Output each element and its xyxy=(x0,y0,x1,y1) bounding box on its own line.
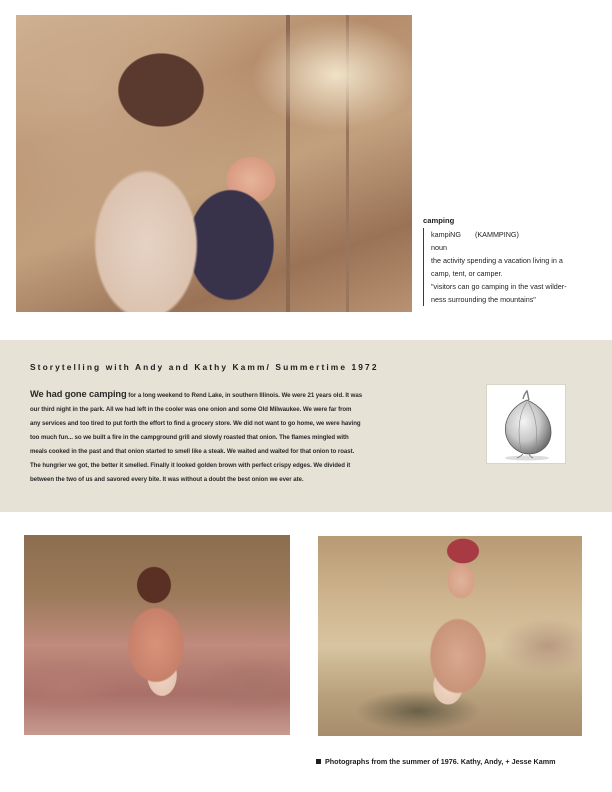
story-line: too much fun... so we built a fire in the campground grill and slowly roasted that onion. The flames mingled with xyxy=(30,434,349,441)
story-line xyxy=(30,387,464,403)
story-title: Storytelling with Andy and Kathy Kamm/ Summertime 1972 xyxy=(30,362,379,372)
definition-meaning-line: the activity spending a vacation living in a xyxy=(431,256,563,265)
pronunciation-text: kampiNG xyxy=(431,230,461,239)
definition-example-line: ness surrounding the mountains" xyxy=(431,295,536,304)
story-line: meals cooked in the past and that onion started to smell like a steak. We waited and waited for that onion to roast. xyxy=(30,448,355,455)
story-line: our third night in the park. All we had left in the cooler was one onion and some Old Milwaukee. We were far from xyxy=(30,406,352,413)
definition-pronunciation xyxy=(431,228,601,241)
definition-body xyxy=(423,228,601,306)
story-line-text: for a long weekend to Rend Lake, in southern Illinois. We were 21 years old. It was xyxy=(126,392,363,399)
phonetic-text: (KAMMPING) xyxy=(474,230,519,239)
definition-term: camping xyxy=(423,216,455,225)
onion-icon xyxy=(487,385,565,463)
photo-woman-with-baby-in-stream xyxy=(318,536,582,736)
definition-block xyxy=(423,214,601,306)
story-line: The hungrier we got, the better it smelled. Finally it looked golden brown with perfect crispy edges. We divided it xyxy=(30,462,351,469)
story-lead: We had gone camping xyxy=(30,389,127,399)
story-line: between the two of us and savored every bite. It was without a doubt the best onion we ever ate. xyxy=(30,476,304,483)
onion-image xyxy=(486,384,566,464)
definition-meaning-line: camp, tent, or camper. xyxy=(431,269,503,278)
photo-man-with-baby-carrier xyxy=(16,15,412,312)
caption-text: Photographs from the summer of 1976. Kathy, Andy, + Jesse Kamm xyxy=(325,757,556,766)
photo-man-with-baby-on-rocks xyxy=(24,535,290,735)
story-line: any services and too tired to put forth the effort to find a grocery store. We did not want to go home, we were having xyxy=(30,420,361,427)
square-bullet-icon xyxy=(316,759,321,764)
definition-example-line: "visitors can go camping in the vast wilder- xyxy=(431,282,567,291)
definition-part-of-speech: noun xyxy=(431,243,447,252)
story-text xyxy=(30,387,464,487)
photo-caption xyxy=(316,757,606,766)
